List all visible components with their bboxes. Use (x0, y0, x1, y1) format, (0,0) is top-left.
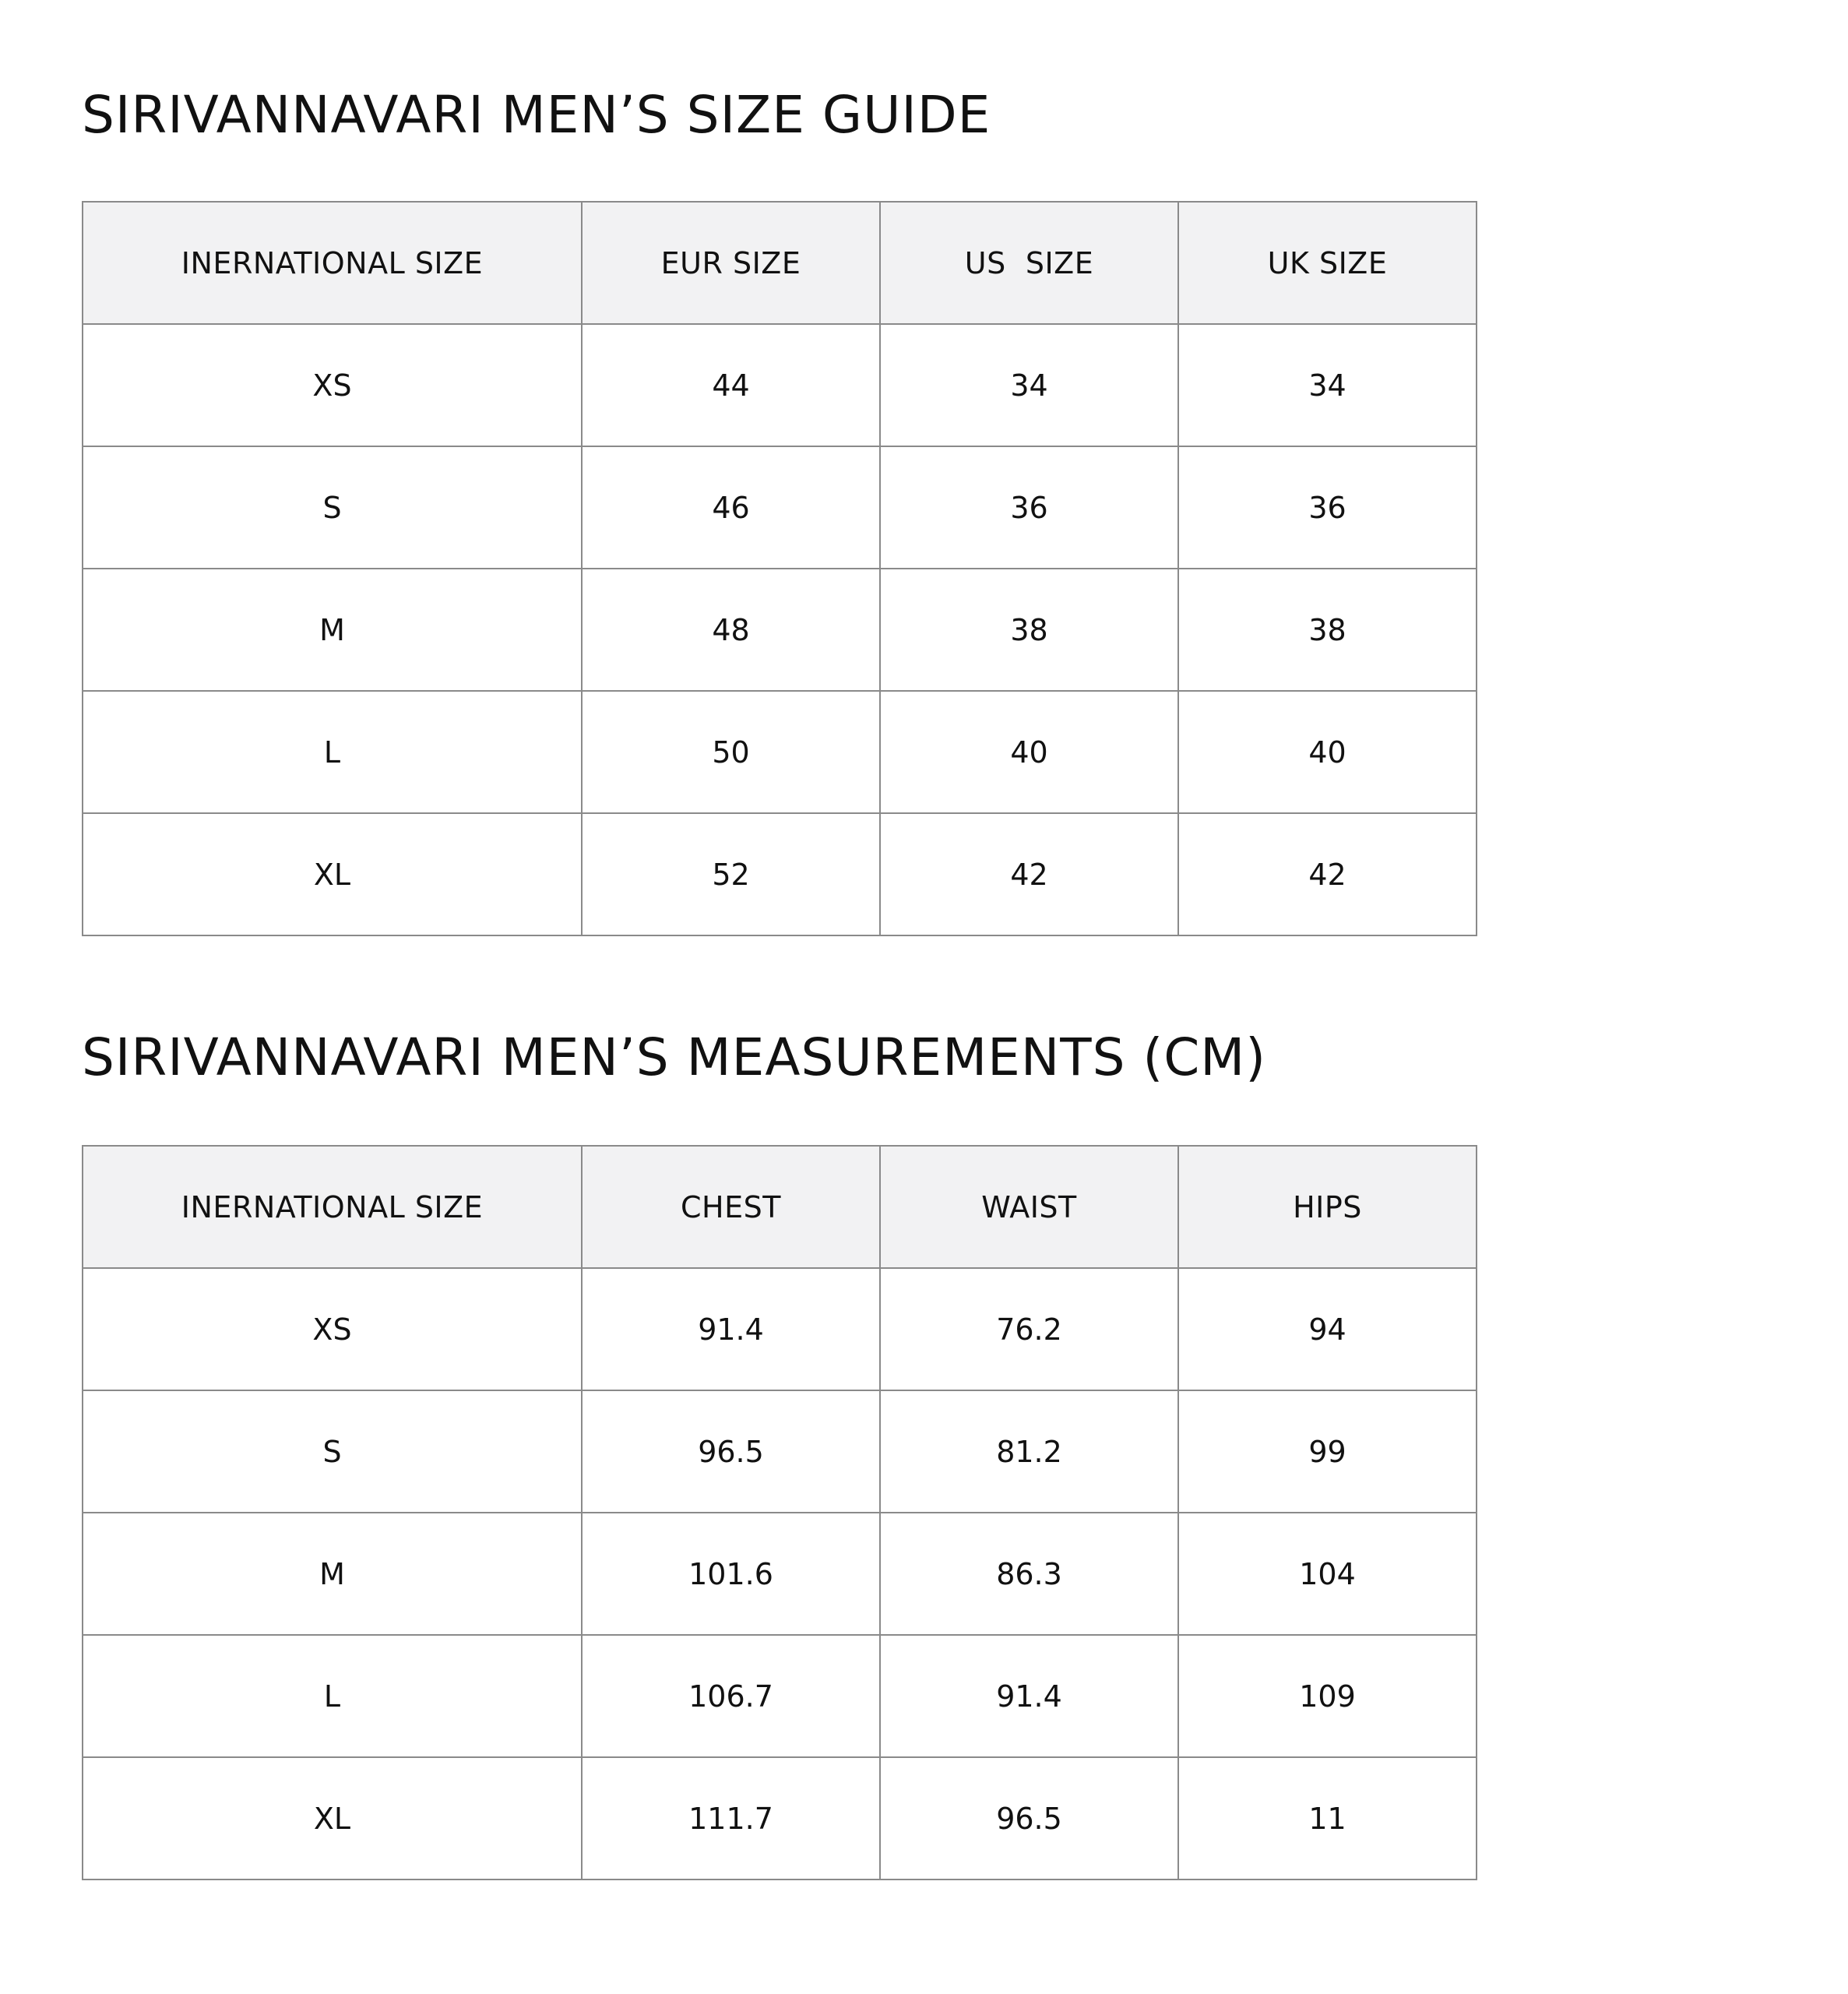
cell-waist: 81.2 (880, 1390, 1178, 1513)
header-us-size: US SIZE (880, 202, 1178, 324)
cell-international-size: S (83, 1390, 582, 1513)
cell-eur-size: 46 (582, 446, 880, 569)
header-international-size: INERNATIONAL SIZE (83, 1146, 582, 1268)
cell-international-size: M (83, 569, 582, 691)
table-header-row (83, 202, 1477, 324)
cell-uk-size: 42 (1178, 813, 1477, 935)
cell-eur-size: 48 (582, 569, 880, 691)
cell-international-size: XS (83, 1268, 582, 1390)
cell-waist: 96.5 (880, 1757, 1178, 1880)
table-row (83, 446, 1477, 569)
cell-international-size: S (83, 446, 582, 569)
cell-us-size: 42 (880, 813, 1178, 935)
measurements-title: SIRIVANNAVARI MEN’S MEASUREMENTS (CM) (82, 1027, 1266, 1087)
table-row (83, 1757, 1477, 1880)
table-header-row (83, 1146, 1477, 1268)
cell-eur-size: 44 (582, 324, 880, 446)
cell-international-size: XS (83, 324, 582, 446)
cell-uk-size: 38 (1178, 569, 1477, 691)
cell-us-size: 40 (880, 691, 1178, 813)
size-guide-title: SIRIVANNAVARI MEN’S SIZE GUIDE (82, 85, 991, 145)
header-uk-size: UK SIZE (1178, 202, 1477, 324)
header-international-size: INERNATIONAL SIZE (83, 202, 582, 324)
size-guide-table (82, 201, 1477, 936)
cell-hips: 104 (1178, 1513, 1477, 1635)
cell-uk-size: 36 (1178, 446, 1477, 569)
header-chest: CHEST (582, 1146, 880, 1268)
cell-hips: 99 (1178, 1390, 1477, 1513)
cell-waist: 86.3 (880, 1513, 1178, 1635)
cell-chest: 111.7 (582, 1757, 880, 1880)
cell-international-size: XL (83, 1757, 582, 1880)
cell-eur-size: 50 (582, 691, 880, 813)
cell-chest: 106.7 (582, 1635, 880, 1757)
cell-us-size: 38 (880, 569, 1178, 691)
header-waist: WAIST (880, 1146, 1178, 1268)
cell-hips: 11 (1178, 1757, 1477, 1880)
table-row (83, 1268, 1477, 1390)
cell-waist: 76.2 (880, 1268, 1178, 1390)
cell-chest: 91.4 (582, 1268, 880, 1390)
cell-hips: 109 (1178, 1635, 1477, 1757)
table-row (83, 813, 1477, 935)
table-row (83, 569, 1477, 691)
cell-chest: 96.5 (582, 1390, 880, 1513)
cell-uk-size: 40 (1178, 691, 1477, 813)
cell-uk-size: 34 (1178, 324, 1477, 446)
header-eur-size: EUR SIZE (582, 202, 880, 324)
cell-us-size: 36 (880, 446, 1178, 569)
cell-international-size: XL (83, 813, 582, 935)
table-row (83, 691, 1477, 813)
cell-us-size: 34 (880, 324, 1178, 446)
table-row (83, 324, 1477, 446)
table-row (83, 1513, 1477, 1635)
cell-eur-size: 52 (582, 813, 880, 935)
table-row (83, 1635, 1477, 1757)
cell-chest: 101.6 (582, 1513, 880, 1635)
cell-international-size: L (83, 691, 582, 813)
header-hips: HIPS (1178, 1146, 1477, 1268)
measurements-table (82, 1145, 1477, 1880)
cell-hips: 94 (1178, 1268, 1477, 1390)
cell-international-size: M (83, 1513, 582, 1635)
table-row (83, 1390, 1477, 1513)
cell-waist: 91.4 (880, 1635, 1178, 1757)
cell-international-size: L (83, 1635, 582, 1757)
